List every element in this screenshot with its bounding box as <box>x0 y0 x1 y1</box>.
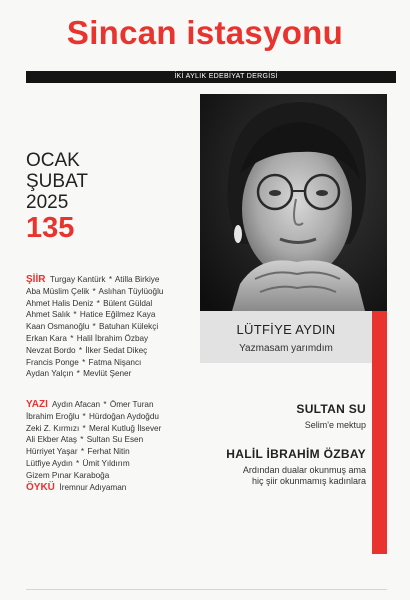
right-author-1: SULTAN SU <box>296 402 366 416</box>
contributor-line: ŞİİR Turgay Kantürk * Atilla Birkiye <box>26 274 160 285</box>
issue-month-1: OCAK <box>26 150 80 171</box>
section-oyku <box>26 482 206 494</box>
contributor-line: Erkan Kara * Halil İbrahim Özbay <box>26 333 149 343</box>
contributor-line: Ali Ekber Ataş * Sultan Su Esen <box>26 435 144 445</box>
feature-name-box <box>200 311 372 363</box>
right-author-2: HALİL İBRAHİM ÖZBAY <box>226 447 366 461</box>
feature-work: Yazmasam yarımdım <box>239 343 333 354</box>
contributor-line: Francis Ponge * Fatma Nişancı <box>26 357 142 367</box>
magazine-subtitle: İKİ AYLIK EDEBİYAT DERGİSİ <box>174 73 278 80</box>
contributor-line: ÖYKÜ İremnur Adıyaman <box>26 482 127 493</box>
section-label-yazi: YAZI <box>26 399 48 410</box>
section-siir <box>26 274 206 380</box>
contributor-line: YAZI Aydın Afacan * Ömer Turan <box>26 399 154 410</box>
contributor-line: Aydan Yalçın * Mevlüt Şener <box>26 369 132 379</box>
contributor-line: İbrahim Eroğlu * Hürdoğan Aydoğdu <box>26 411 159 421</box>
issue-number: 135 <box>26 212 75 244</box>
portrait-illustration <box>200 94 387 311</box>
magazine-title: Sincan istasyonu <box>66 14 344 51</box>
contributor-line: Ahmet Salık * Hatice Eğilmez Kaya <box>26 310 156 320</box>
issue-year: 2025 <box>26 192 69 213</box>
issue-month-2: ŞUBAT <box>26 171 88 192</box>
contributor-line: Hürriyet Yaşar * Ferhat Nitin <box>26 447 130 457</box>
contributor-line: Aba Müslim Çelik * Aslıhan Tüylüoğlu <box>26 286 164 296</box>
contributor-line: Ahmet Halis Deniz * Bülent Güldal <box>26 298 153 308</box>
section-label-oyku: ÖYKÜ <box>26 482 55 493</box>
right-work-2-line-2: hiç şiir okunmamış kadınlara <box>251 476 366 486</box>
right-work-1: Selim'e mektup <box>304 420 366 430</box>
contributor-line: Nevzat Bordo * İlker Sedat Dikeç <box>26 345 148 355</box>
contributor-line: Kaan Osmanoğlu * Batuhan Külekçi <box>26 322 159 332</box>
contributor-line: Zeki Z. Kırmızı * Meral Kutluğ İlsever <box>26 423 162 433</box>
section-label-siir: ŞİİR <box>26 274 46 285</box>
issue-date <box>26 150 88 213</box>
cover-portrait-photo <box>200 94 387 311</box>
contributor-line: Gizem Pınar Karaboğa <box>26 470 110 480</box>
red-vertical-bar <box>372 311 387 554</box>
right-work-2-line-1: Ardından dualar okunmuş ama <box>242 465 366 475</box>
section-yazi <box>26 399 206 482</box>
feature-author: LÜTFİYE AYDIN <box>236 322 336 337</box>
contributor-line: Lütfiye Aydın * Ümit Yıldırım <box>26 458 130 468</box>
subtitle-bar <box>26 71 396 83</box>
bottom-rule <box>26 589 387 590</box>
